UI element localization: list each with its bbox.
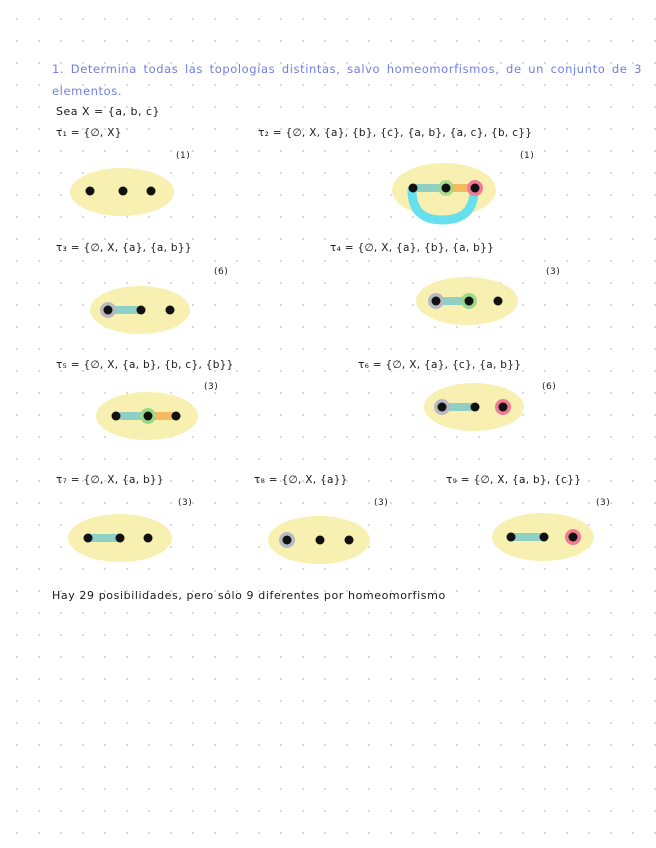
topology-7-label: τ₇ = {∅, X, {a, b}} — [56, 474, 164, 486]
topology-6-count: (6) — [542, 382, 557, 392]
topology-1-label: τ₁ = {∅, X} — [56, 127, 122, 139]
topology-2-diagram — [388, 160, 500, 230]
point-a — [507, 533, 516, 542]
point-a — [84, 534, 93, 543]
set-definition: Sea X = {a, b, c} — [56, 105, 160, 118]
point-b — [119, 187, 128, 196]
topology-1-diagram — [66, 164, 178, 220]
point-c — [494, 297, 503, 306]
topology-4-diagram — [412, 273, 522, 329]
point-a — [104, 306, 113, 315]
point-b — [137, 306, 146, 315]
point-b — [144, 412, 153, 421]
point-c — [172, 412, 181, 421]
point-c — [499, 403, 508, 412]
point-a — [112, 412, 121, 421]
topology-1-count: (1) — [176, 151, 191, 161]
point-b — [116, 534, 125, 543]
point-a — [409, 184, 418, 193]
topology-5-label: τ₅ = {∅, X, {a, b}, {b, c}, {b}} — [56, 359, 234, 371]
point-b — [540, 533, 549, 542]
topology-9-diagram — [488, 509, 598, 565]
point-a — [438, 403, 447, 412]
topology-8-count: (3) — [374, 498, 389, 508]
topology-9-count: (3) — [596, 498, 611, 508]
summary-footer: Hay 29 posibilidades, pero sólo 9 diferentes por homeomorfismo — [52, 589, 446, 602]
topology-4-label: τ₄ = {∅, X, {a}, {b}, {a, b}} — [330, 242, 495, 254]
point-a — [432, 297, 441, 306]
topology-4-count: (3) — [546, 267, 561, 277]
point-b — [471, 403, 480, 412]
topology-8-diagram — [264, 512, 374, 568]
point-c — [166, 306, 175, 315]
topology-6-label: τ₆ = {∅, X, {a}, {c}, {a, b}} — [358, 359, 522, 371]
point-c — [471, 184, 480, 193]
topology-9-label: τ₉ = {∅, X, {a, b}, {c}} — [446, 474, 582, 486]
point-b — [465, 297, 474, 306]
topology-7-diagram — [64, 510, 176, 566]
topology-7-count: (3) — [178, 498, 193, 508]
topology-5-diagram — [92, 388, 202, 444]
topology-8-label: τ₈ = {∅, X, {a}} — [254, 474, 348, 486]
topology-2-count: (1) — [520, 151, 535, 161]
point-b — [442, 184, 451, 193]
topology-3-count: (6) — [214, 267, 229, 277]
topology-2-label: τ₂ = {∅, X, {a}, {b}, {c}, {a, b}, {a, c}, {b, c}} — [258, 127, 533, 139]
point-c — [569, 533, 578, 542]
point-c — [147, 187, 156, 196]
point-c — [345, 536, 354, 545]
exercise-heading: 1. Determina todas las topologías distintas, salvo homeomorfismos, de un conjunto de 3 elementos. — [52, 62, 642, 98]
topology-5-count: (3) — [204, 382, 219, 392]
point-c — [144, 534, 153, 543]
point-b — [316, 536, 325, 545]
topology-6-diagram — [420, 379, 528, 435]
point-a — [283, 536, 292, 545]
topology-3-label: τ₃ = {∅, X, {a}, {a, b}} — [56, 242, 192, 254]
point-a — [86, 187, 95, 196]
topology-3-diagram — [86, 282, 194, 338]
